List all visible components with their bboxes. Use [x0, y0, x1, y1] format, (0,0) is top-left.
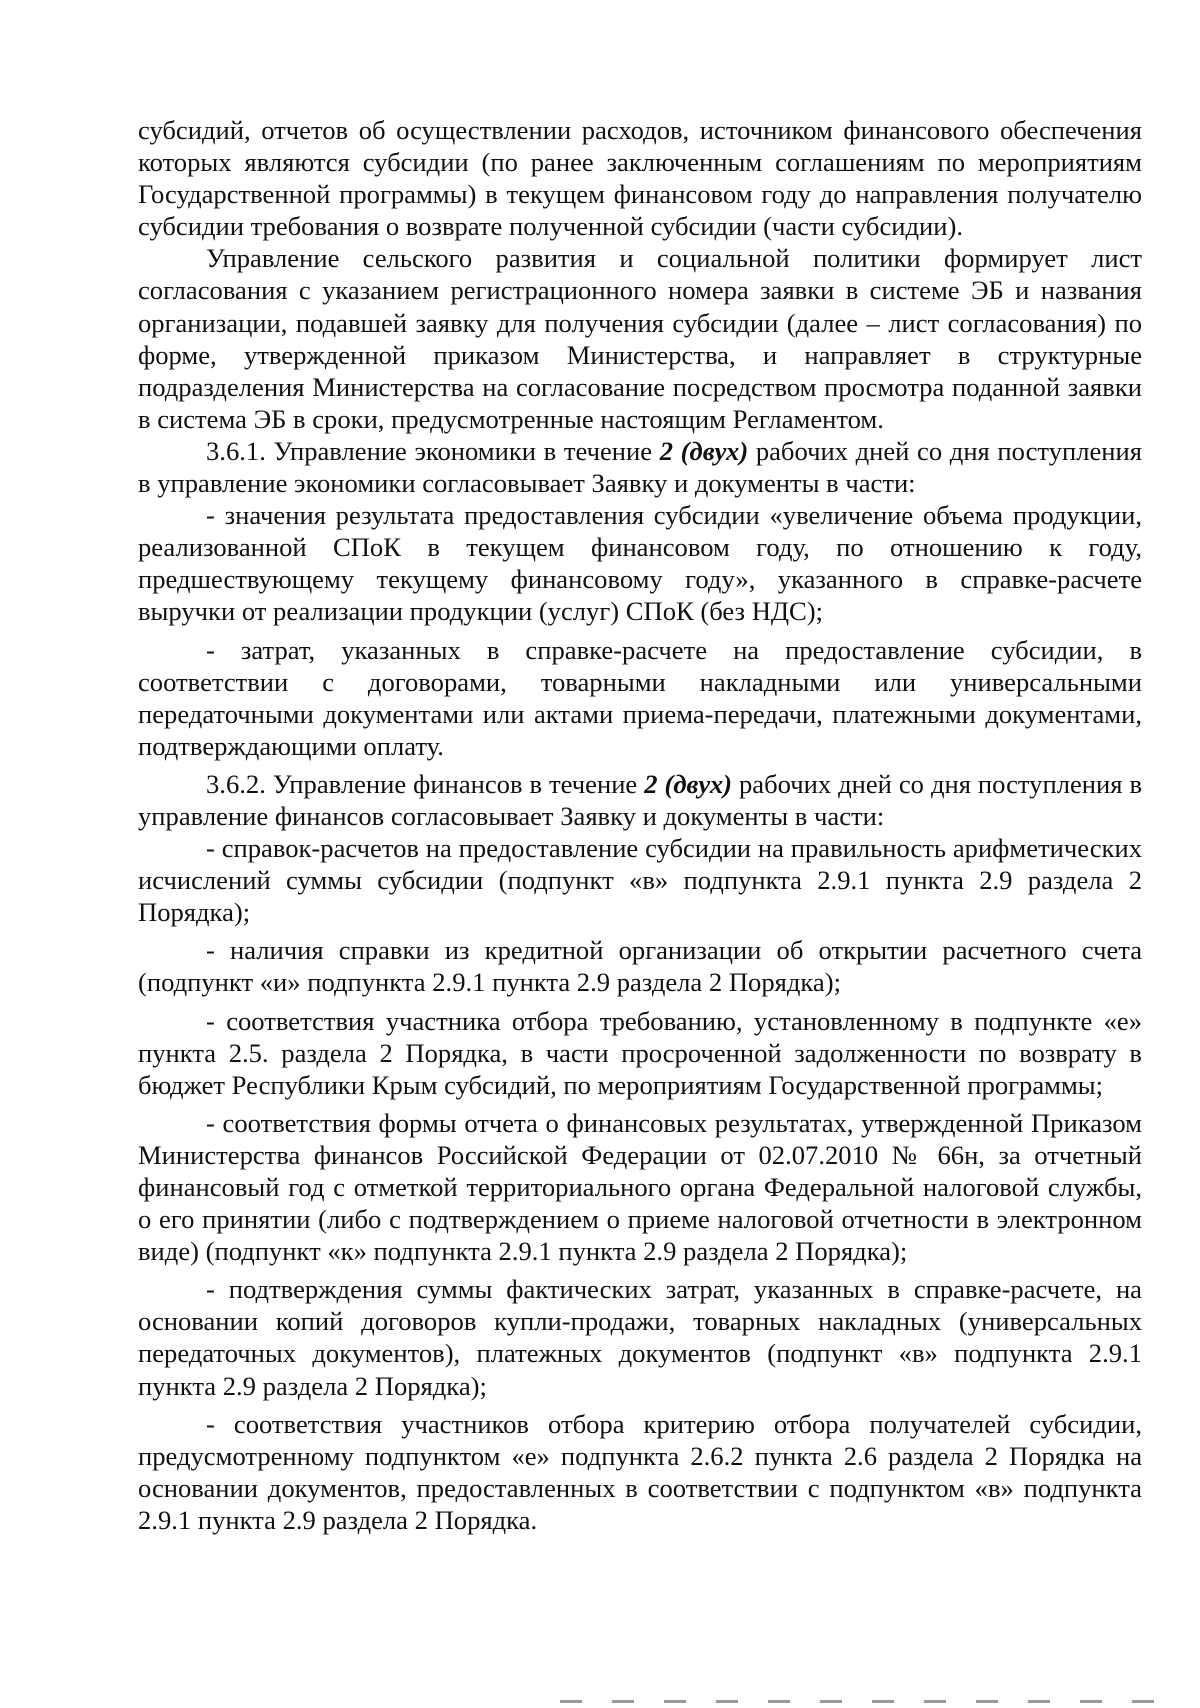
- paragraph-3-6-1: [138, 435, 1142, 499]
- list-item-financial-report: - соответствия формы отчета о финансовых результатах, утвержденной Приказом Министерства финансов Российской Федерации от 02.07.2010 № 66н, за отчетный финансовый год с отметкой территориального органа Федеральной налоговой службы, о его принятии (либо с подтверждением о приеме налоговой отчетности в электронном виде) (подпункт «к» подпункта 2.9.1 пункта 2.9 раздела 2 Порядка);: [138, 1107, 1142, 1267]
- paragraph-3-6-2-tail: рабочих дней со дня поступления в управление финансов согласовывает Заявку и документы в части:: [138, 768, 1143, 831]
- scan-artifact-marks: [560, 1700, 1160, 1703]
- list-item-actual-costs: - подтверждения суммы фактических затрат, указанных в справке-расчете, на основании копий договоров купли-продажи, товарных накладных (универсальных передаточных документов), платежных документов (подпункт «в» подпункта 2.9.1 пункта 2.9 раздела 2 Порядка);: [138, 1274, 1142, 1401]
- list-item-result-value: - значения результата предоставления субсидии «увеличение объема продукции, реализованной СПоК в текущем финансовом году, по отношению к году, предшествующему текущему финансовому году», указанного в справке-расчете выручки от реализации продукции (услуг) СПоК (без НДС);: [138, 500, 1142, 627]
- paragraph-3-6-2-lead: 3.6.2. Управление финансов в течение: [206, 768, 645, 799]
- paragraph-3-6-1-term: 2 (двух): [659, 435, 749, 466]
- list-item-selection-criterion: - соответствия участников отбора критерию отбора получателей субсидии, предусмотренному подпунктом «е» подпункта 2.6.2 пункта 2.6 раздела 2 Порядка на основании документов, предоставленных в соответствии с подпунктом «в» подпункта 2.9.1 пункта 2.9 раздела 2 Порядка.: [138, 1408, 1142, 1535]
- list-item-costs: - затрат, указанных в справке-расчете на предоставление субсидии, в соответствии с договорами, товарными накладными или универсальными передаточными документами или актами приема-передачи, платежными документами, подтверждающими оплату.: [138, 634, 1142, 761]
- list-item-debt-compliance: - соответствия участника отбора требованию, установленному в подпункте «е» пункта 2.5. раздела 2 Порядка, в части просроченной задолженности по возврату в бюджет Республики Крым субсидий, по мероприятиям Государственной программы;: [138, 1005, 1142, 1100]
- paragraph-3-6-2: [138, 768, 1142, 832]
- document-body: [138, 114, 1142, 1536]
- paragraph-3-6-2-term: 2 (двух): [644, 768, 733, 799]
- list-item-bank-certificate: - наличия справки из кредитной организации об открытии расчетного счета (подпункт «и» подпункта 2.9.1 пункта 2.9 раздела 2 Порядка);: [138, 935, 1142, 998]
- paragraph-3-6-1-lead: 3.6.1. Управление экономики в течение: [206, 435, 660, 466]
- paragraph-3-6-1-tail: рабочих дней со дня поступления в управление экономики согласовывает Заявку и документы в части:: [138, 435, 1143, 499]
- list-item-calculations: - справок-расчетов на предоставление субсидии на правильность арифметических исчислений суммы субсидии (подпункт «в» подпункта 2.9.1 пункта 2.9 раздела 2 Порядка);: [138, 833, 1142, 928]
- paragraph-subsidy-reports: субсидий, отчетов об осуществлении расходов, источником финансового обеспечения которых являются субсидии (по ранее заключенным соглашениям по мероприятиям Государственной программы) в текущем финансовом году до направления получателю субсидии требования о возврате полученной субсидии (части субсидии).: [138, 115, 1142, 242]
- paragraph-rural-development: Управление сельского развития и социальной политики формирует лист согласования с указанием регистрационного номера заявки в системе ЭБ и названия организации, подавшей заявку для получения субсидии (далее – лист согласования) по форме, утвержденной приказом Министерства, и направляет в структурные подразделения Министерства на согласование посредством просмотра поданной заявки в система ЭБ в сроки, предусмотренные настоящим Регламентом.: [138, 243, 1142, 434]
